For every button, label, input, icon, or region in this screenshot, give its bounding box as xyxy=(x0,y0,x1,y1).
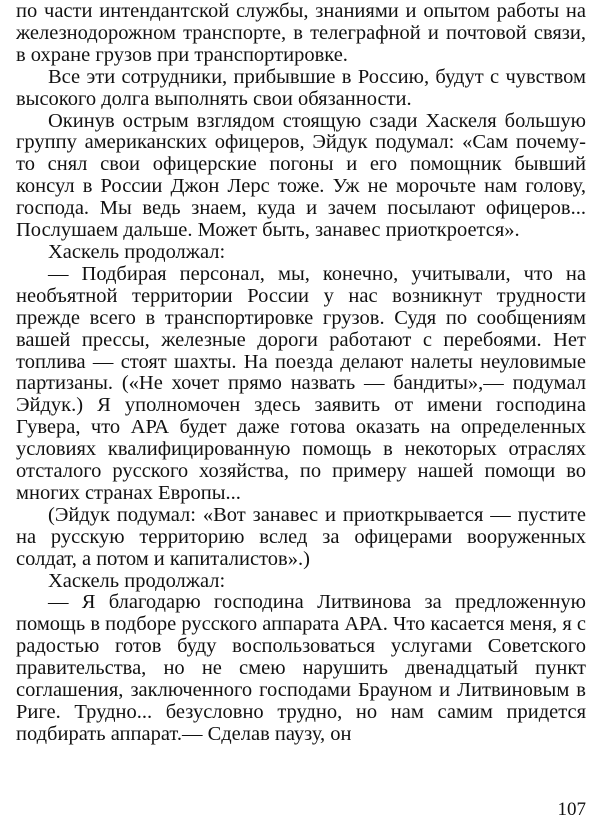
paragraph-6: (Эйдук подумал: «Вот занавес и приоткрывается — пустите на русскую территорию вслед за офицерами вооруженных солдат, а потом и капиталистов».) xyxy=(16,503,586,570)
body-text xyxy=(16,1,586,746)
page-number: 107 xyxy=(557,799,586,820)
paragraph-2: Все эти сотрудники, прибывшие в Россию, будут с чувством высокого долга выполнять свои обязанности. xyxy=(16,65,586,110)
paragraph-8: — Я благодарю господина Литвинова за предложенную помощь в подборе русского аппарата АРА. Что касается меня, я с радостью готов буду воспользоваться услугами Советского правительства, но не смею нарушить двенадцатый пункт соглашения, заключенного господами Брауном и Литвиновым в Риге. Трудно... безусловно трудно, но нам самим придется подбирать аппарат.— Сделав паузу, он xyxy=(16,591,586,745)
paragraph-7: Хаскель продолжал: xyxy=(48,569,226,592)
paragraph-4: Хаскель продолжал: xyxy=(48,240,226,263)
paragraph-3: Окинув острым взглядом стоящую сзади Хаскеля большую группу американских офицеров, Эйдук подумал: «Сам почему-то снял свои офицерские погоны и его помощник бывший консул в России Джон Лерс тоже. Уж не морочьте нам голову, господа. Мы ведь знаем, куда и зачем посылают офицеров... Послушаем дальше. Может быть, занавес приоткроется». xyxy=(16,109,586,242)
paragraph-5: — Подбирая персонал, мы, конечно, учитывали, что на необъятной территории России у нас возникнут трудности прежде всего в транспортировке грузов. Судя по сообщениям вашей прессы, железные дороги работают с перебоями. Нет топлива — стоят шахты. На поезда делают налеты неуловимые партизаны. («Не хочет прямо назвать — бандиты»,— подумал Эйдук.) Я уполномочен здесь заявить от имени господина Гувера, что АРА будет даже готова оказать на определенных условиях квалифицированную помощь в некоторых отраслях отсталого русского хозяйства, по примеру нашей помощи во многих странах Европы... xyxy=(16,262,586,504)
paragraph-1: по части интендантской службы, знаниями и опытом работы на железнодорожном транспорте, в телеграфной и почтовой связи, в охране грузов при транспортировке. xyxy=(16,0,586,66)
